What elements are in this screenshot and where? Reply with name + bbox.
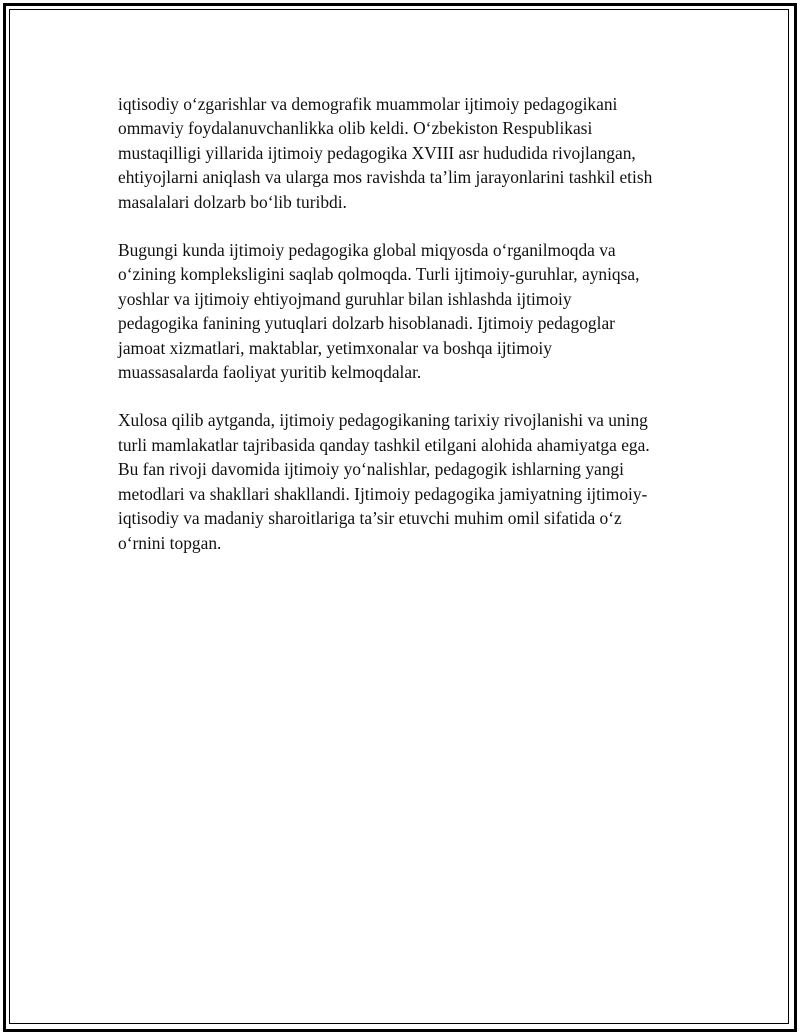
text-line: metodlari va shakllari shakllandi. Ijtimoiy pedagogika jamiyatning ijtimoiy- <box>118 483 648 504</box>
paragraph-3 <box>118 408 698 554</box>
text-line: ommaviy foydalanuvchanlikka olib keldi. O‘zbekiston Respublikasi <box>118 118 593 139</box>
text-line: ehtiyojlarni aniqlash va ularga mos ravishda ta’lim jarayonlarini tashkil etish <box>118 167 653 188</box>
text-line: Bugungi kunda ijtimoiy pedagogika global miqyosda o‘rganilmoqda va <box>118 240 616 261</box>
text-line: muassasalarda faoliyat yuritib kelmoqdalar. <box>118 362 422 383</box>
text-line: Xulosa qilib aytganda, ijtimoiy pedagogikaning tarixiy rivojlanishi va uning <box>118 410 648 431</box>
paragraph-1 <box>118 92 698 214</box>
text-line: iqtisodiy o‘zgarishlar va demografik muammolar ijtimoiy pedagogikani <box>118 94 618 114</box>
paragraph-2 <box>118 238 698 384</box>
text-line: o‘zining kompleksligini saqlab qolmoqda. Turli ijtimoiy-guruhlar, ayniqsa, <box>118 264 640 285</box>
text-line: jamoat xizmatlari, maktablar, yetimxonalar va boshqa ijtimoiy <box>118 337 552 358</box>
document-body <box>118 92 698 579</box>
text-line: o‘rnini topgan. <box>118 532 222 553</box>
text-line: turli mamlakatlar tajribasida qanday tashkil etilgani alohida ahamiyatga ega. <box>118 434 650 455</box>
text-line: masalalari dolzarb bo‘lib turibdi. <box>118 191 347 212</box>
text-line: yoshlar va ijtimoiy ehtiyojmand guruhlar bilan ishlashda ijtimoiy <box>118 288 572 309</box>
text-line: Bu fan rivoji davomida ijtimoiy yo‘nalishlar, pedagogik ishlarning yangi <box>118 459 624 480</box>
text-line: iqtisodiy va madaniy sharoitlariga ta’sir etuvchi muhim omil sifatida o‘z <box>118 508 622 529</box>
text-line: pedagogika fanining yutuqlari dolzarb hisoblanadi. Ijtimoiy pedagoglar <box>118 313 615 334</box>
text-line: mustaqilligi yillarida ijtimoiy pedagogika XVIII asr hududida rivojlangan, <box>118 142 636 163</box>
